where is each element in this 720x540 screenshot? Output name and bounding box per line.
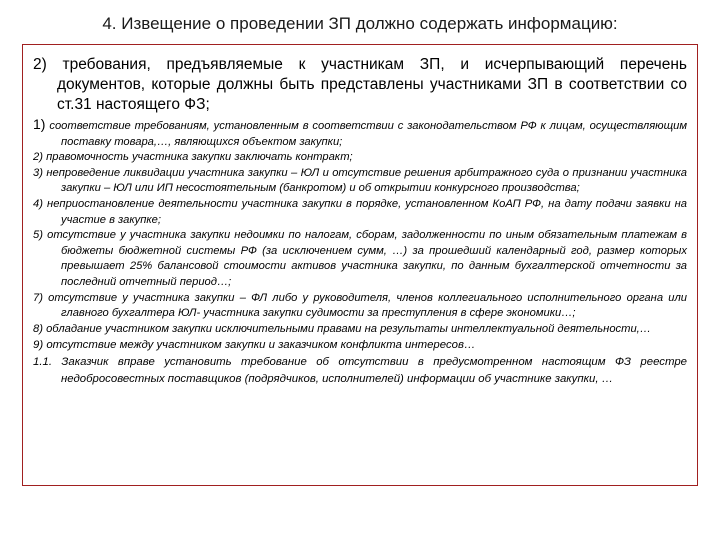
list-item: 9) отсутствие между участником закупки и заказчиком конфликта интересов… (33, 339, 476, 352)
content-box (22, 44, 698, 486)
list-item: 2) правомочность участника закупки заключать контракт; (33, 151, 353, 164)
list-item: 5) отсутствие у участника закупки недоимки по налогам, сборам, задолженности по иным обязательным платежам в бюджеты бюджетной системы РФ (за исключением сумм, …) за прошедший календарный год, размер которых превышает 25% балансовой стоимости активов участника закупки, по данным бухгалтерской отчетности за последний отчетный период…; (33, 229, 688, 288)
list-item: 1) соответствие требованиям, установленным в соответствии с законодательством РФ к лицам, осуществляющим поставку товара,…, являющихся объектом закупки; (33, 116, 688, 148)
intro-paragraph: 2) требования, предъявляемые к участникам ЗП, и исчерпывающий перечень документов, которые должны быть представлены участниками ЗП в соответствии со ст.31 настоящего ФЗ; (33, 56, 687, 113)
list-item: 7) отсутствие у участника закупки – ФЛ либо у руководителя, членов коллегиального исполнительного органа или главного бухгалтера ЮЛ- участника закупки судимости за преступления в сфере экономики…; (33, 291, 688, 320)
slide-title: 4. Извещение о проведении ЗП должно содержать информацию: (102, 14, 618, 33)
list-item: 1.1. Заказчик вправе установить требование об отсутствии в предусмотренном настоящим ФЗ реестре недобросовестных поставщиков (подрядчиков, исполнителей) информации об участнике закупки, … (33, 356, 687, 386)
requirements-list (33, 117, 687, 388)
list-item: 3) непроведение ликвидации участника закупки – ЮЛ и отсутствие решения арбитражного суда о признании участника закупки – ЮЛ или ИП несостоятельным (банкротом) и об открытии конкурсного производства; (33, 166, 687, 195)
list-item: 8) обладание участником закупки исключительными правами на результаты интеллектуальной деятельности,… (33, 322, 651, 335)
list-item: 4) неприостановление деятельности участника закупки в порядке, установленном КоАП РФ, на дату подачи заявки на участие в закупке; (33, 197, 688, 226)
